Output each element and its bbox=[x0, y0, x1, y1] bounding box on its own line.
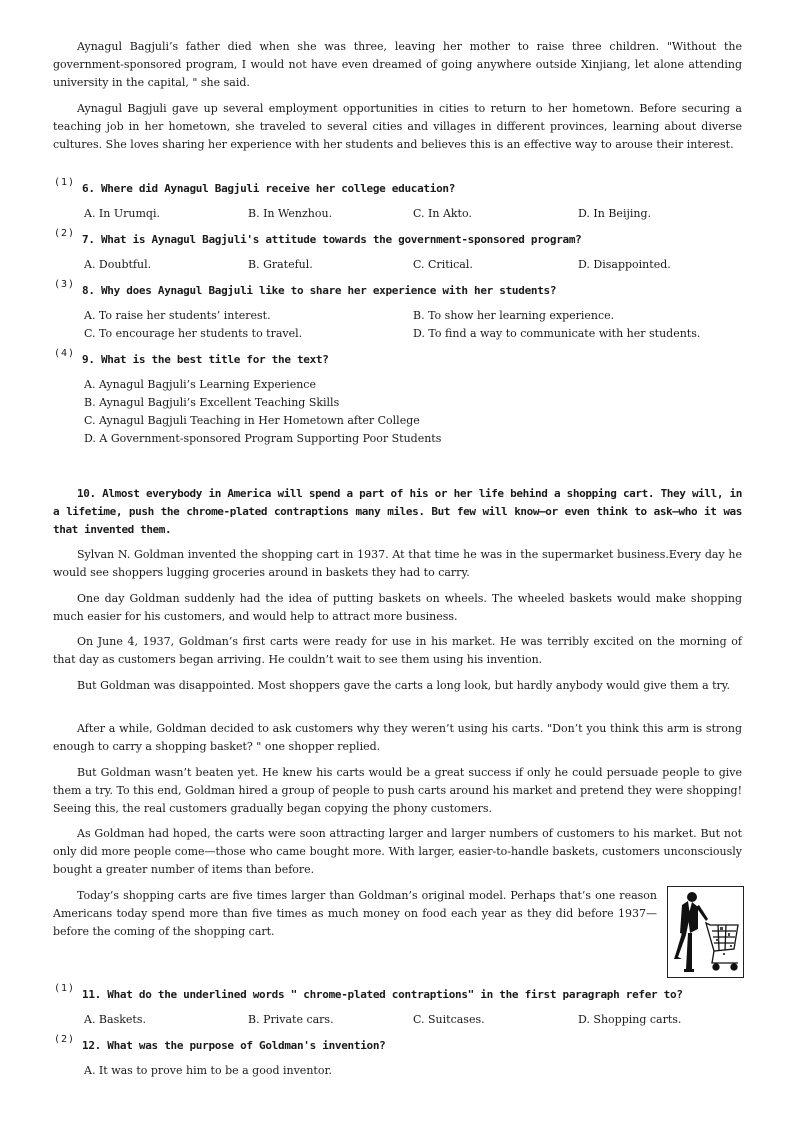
question-11-option-d[interactable]: D. Shopping carts. bbox=[578, 1013, 682, 1026]
question-6-option-c[interactable]: C. In Akto. bbox=[413, 207, 472, 220]
question-11-option-a[interactable]: A. Baskets. bbox=[84, 1013, 146, 1026]
passage2-paragraph-4: But Goldman was disappointed. Most shoppers gave the carts a long look, but hardly anybody would give them a try. bbox=[77, 679, 731, 692]
question-8-option-b[interactable]: B. To show her learning experience. bbox=[413, 309, 615, 322]
question-number: (3) bbox=[54, 279, 76, 290]
question-9-option-d[interactable]: D. A Government-sponsored Program Supporting Poor Students bbox=[84, 432, 442, 445]
passage2-intro: 10. Almost everybody in America will spend a part of his or her life behind a shopping cart. They will, in a lifetime, push the chrome-plated contraptions many miles. But few will know—or even think to ask—who it was that invented them. bbox=[53, 487, 742, 536]
question-number: (2) bbox=[54, 1034, 76, 1045]
question-number: (2) bbox=[54, 228, 76, 239]
question-8-stem: 8. Why does Aynagul Bagjuli like to share her experience with her students? bbox=[82, 284, 557, 297]
question-6-option-a[interactable]: A. In Urumqi. bbox=[84, 207, 160, 220]
question-8-option-c[interactable]: C. To encourage her students to travel. bbox=[84, 327, 303, 340]
passage1-paragraph-2: Aynagul Bagjuli gave up several employment opportunities in cities to return to her hometown. Before securing a teaching job in her hometown, she traveled to several cities and villages in different provinces, learning about diverse cultures. She loves sharing her experience with her students and believes this is an effective way to arouse their interest. bbox=[53, 102, 742, 151]
passage2-paragraph-3: On June 4, 1937, Goldman’s first carts were ready for use in his market. He was terribly excited on the morning of that day as customers began arriving. He couldn’t wait to see them using his invention. bbox=[53, 635, 742, 666]
question-6-option-b[interactable]: B. In Wenzhou. bbox=[248, 207, 333, 220]
question-number: (1) bbox=[54, 983, 76, 994]
question-9-option-b[interactable]: B. Aynagul Bagjuli’s Excellent Teaching Skills bbox=[84, 396, 340, 409]
question-11-stem: 11. What do the underlined words " chrome-plated contraptions" in the first paragraph refer to? bbox=[82, 988, 683, 1001]
passage2-paragraph-6: But Goldman wasn’t beaten yet. He knew his carts would be a great success if only he could persuade people to give them a try. To this end, Goldman hired a group of people to push carts around his market and pretend they were shopping! Seeing this, the real customers gradually began copying the phony customers. bbox=[53, 766, 742, 815]
question-9-stem: 9. What is the best title for the text? bbox=[82, 353, 329, 366]
passage1-paragraph-1: Aynagul Bagjuli’s father died when she was three, leaving her mother to raise three children. "Without the government-sponsored program, I would not have even dreamed of going anywhere outside Xinjiang, let alone attending university in the capital, " she said. bbox=[53, 40, 742, 89]
question-11-option-b[interactable]: B. Private cars. bbox=[248, 1013, 334, 1026]
question-7-option-a[interactable]: A. Doubtful. bbox=[84, 258, 152, 271]
passage2-paragraph-1: Sylvan N. Goldman invented the shopping cart in 1937. At that time he was in the supermarket business.Every day he would see shoppers lugging groceries around in baskets they had to carry. bbox=[53, 548, 742, 579]
passage2-paragraph-5: After a while, Goldman decided to ask customers why they weren’t using his carts. "Don’t you think this arm is strong enough to carry a shopping basket? " one shopper replied. bbox=[53, 722, 742, 753]
question-number: (4) bbox=[54, 348, 76, 359]
question-12-option-a[interactable]: A. It was to prove him to be a good inventor. bbox=[84, 1064, 332, 1077]
question-9-option-a[interactable]: A. Aynagul Bagjuli’s Learning Experience bbox=[84, 378, 316, 391]
question-7-stem: 7. What is Aynagul Bagjuli's attitude towards the government-sponsored program? bbox=[82, 233, 582, 246]
question-6-option-d[interactable]: D. In Beijing. bbox=[578, 207, 652, 220]
question-9-option-c[interactable]: C. Aynagul Bagjuli Teaching in Her Hometown after College bbox=[84, 414, 420, 427]
passage2-paragraph-2: One day Goldman suddenly had the idea of putting baskets on wheels. The wheeled baskets would make shopping much easier for his customers, and would help to attract more business. bbox=[53, 592, 742, 623]
question-number: (1) bbox=[54, 177, 76, 188]
shopping-cart-illustration bbox=[667, 886, 744, 978]
question-8-option-d[interactable]: D. To find a way to communicate with her students. bbox=[413, 327, 701, 340]
question-7-option-b[interactable]: B. Grateful. bbox=[248, 258, 313, 271]
question-11-option-c[interactable]: C. Suitcases. bbox=[413, 1013, 485, 1026]
question-7-option-d[interactable]: D. Disappointed. bbox=[578, 258, 671, 271]
question-7-option-c[interactable]: C. Critical. bbox=[413, 258, 473, 271]
question-12-stem: 12. What was the purpose of Goldman's invention? bbox=[82, 1039, 386, 1052]
passage2-paragraph-7: As Goldman had hoped, the carts were soon attracting larger and larger numbers of customers to his market. But not only did more people come—those who came bought more. With larger, easier-to-handle baskets, customers unconsciously bought a greater number of items than before. bbox=[53, 827, 742, 876]
question-8-option-a[interactable]: A. To raise her students’ interest. bbox=[84, 309, 271, 322]
passage2-paragraph-8: Today’s shopping carts are five times larger than Goldman’s original model. Perhaps that’s one reason Americans today spend more than five times as much money on food each year as they did before 1937—before the coming of the shopping cart. bbox=[53, 889, 657, 938]
question-6-stem: 6. Where did Aynagul Bagjuli receive her college education? bbox=[82, 182, 456, 195]
